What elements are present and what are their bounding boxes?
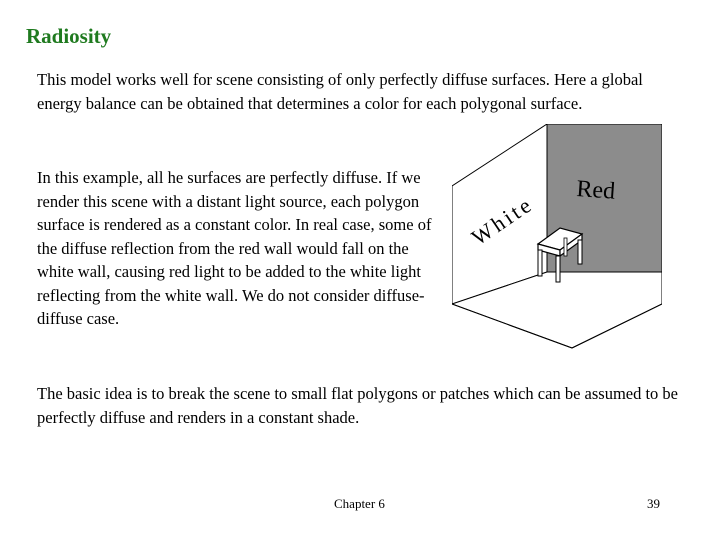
intro-paragraph: This model works well for scene consisting of only perfectly diffuse surfaces. Here a global energy balance can be obtained that determines a color for each polygonal surface. <box>37 70 643 113</box>
red-wall-label: Red <box>575 176 616 205</box>
example-paragraph: In this example, all he surfaces are perfectly diffuse. If we render this scene with a distant light source, each polygon surface is rendered as a constant color. In real case, some of the diffuse reflection from the red wall would fall on the white wall, causing red light to be added to the white light reflecting from the white wall. We do not consider diffuse-diffuse case. <box>37 168 432 328</box>
slide-title: Radiosity <box>26 24 112 48</box>
white-wall-label: White <box>466 190 538 251</box>
basic-idea-paragraph: The basic idea is to break the scene to small flat polygons or patches which can be assumed to be perfectly diffuse and renders in a constant shade. <box>37 384 679 427</box>
chapter-footer: Chapter 6 <box>334 496 385 511</box>
room-illustration <box>452 124 662 354</box>
page-number: 39 <box>647 496 660 511</box>
